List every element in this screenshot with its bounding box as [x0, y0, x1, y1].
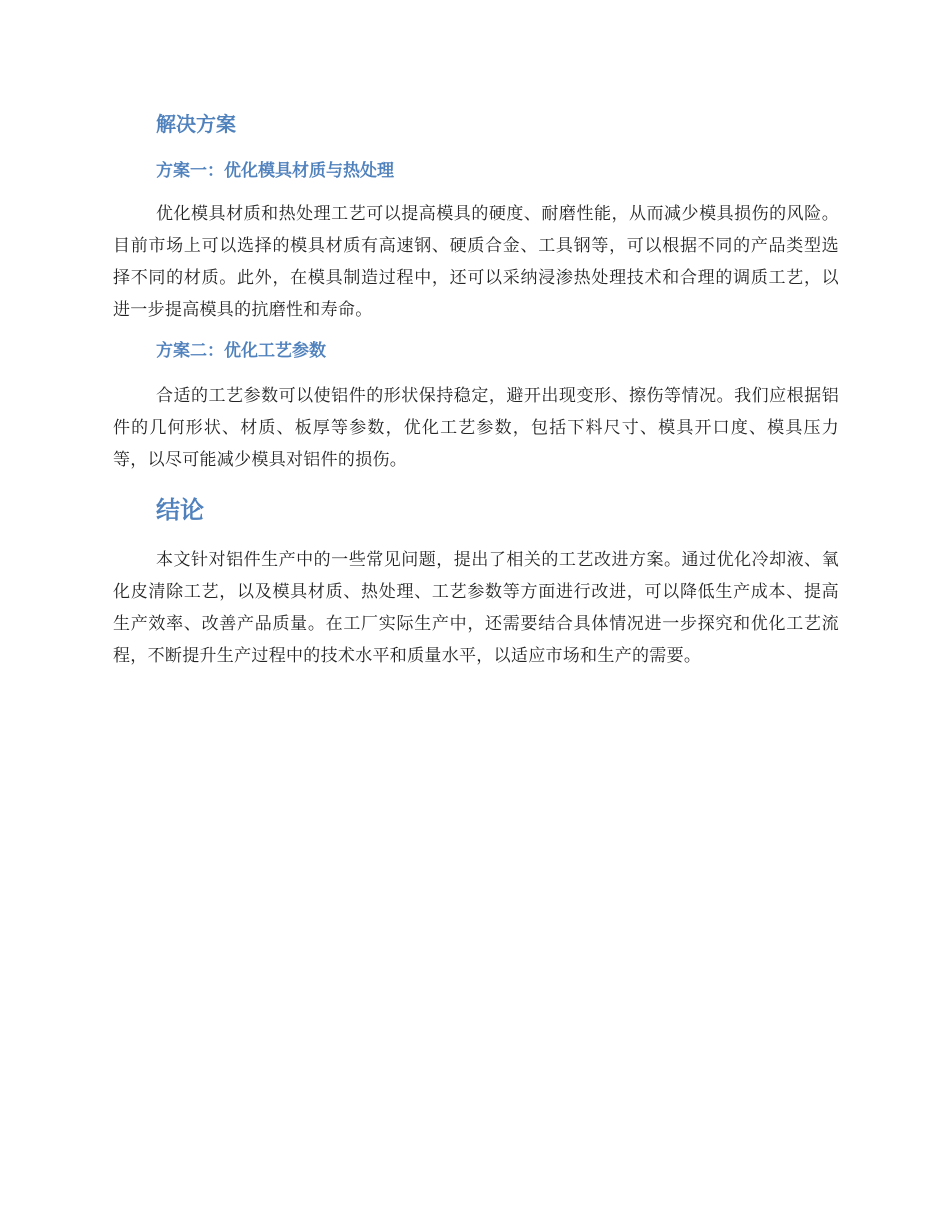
document-content	[113, 108, 839, 672]
conclusion-paragraph: 本文针对铝件生产中的一些常见问题，提出了相关的工艺改进方案。通过优化冷却液、氧化皮清除工艺，以及模具材质、热处理、工艺参数等方面进行改进，可以降低生产成本、提高生产效率、改善产品质量。在工厂实际生产中，还需要结合具体情况进一步探究和优化工艺流程，不断提升生产过程中的技术水平和质量水平，以适应市场和生产的需要。	[113, 550, 839, 666]
conclusion-heading: 结论	[156, 496, 204, 524]
plan1-title: 方案一：优化模具材质与热处理	[156, 161, 394, 181]
plan1-paragraph: 优化模具材质和热处理工艺可以提高模具的硬度、耐磨性能，从而减少模具损伤的风险。目前市场上可以选择的模具材质有高速钢、硬质合金、工具钢等，可以根据不同的产品类型选择不同的材质。此外，在模具制造过程中，还可以采纳浸渗热处理技术和合理的调质工艺，以进一步提高模具的抗磨性和寿命。	[113, 204, 839, 320]
plan2-paragraph: 合适的工艺参数可以使铝件的形状保持稳定，避开出现变形、擦伤等情况。我们应根据铝件的几何形状、材质、板厚等参数，优化工艺参数，包括下料尺寸、模具开口度、模具压力等，以尽可能减少模具对铝件的损伤。	[113, 386, 839, 470]
plan2-title: 方案二：优化工艺参数	[156, 341, 326, 361]
solutions-heading: 解决方案	[156, 112, 236, 136]
